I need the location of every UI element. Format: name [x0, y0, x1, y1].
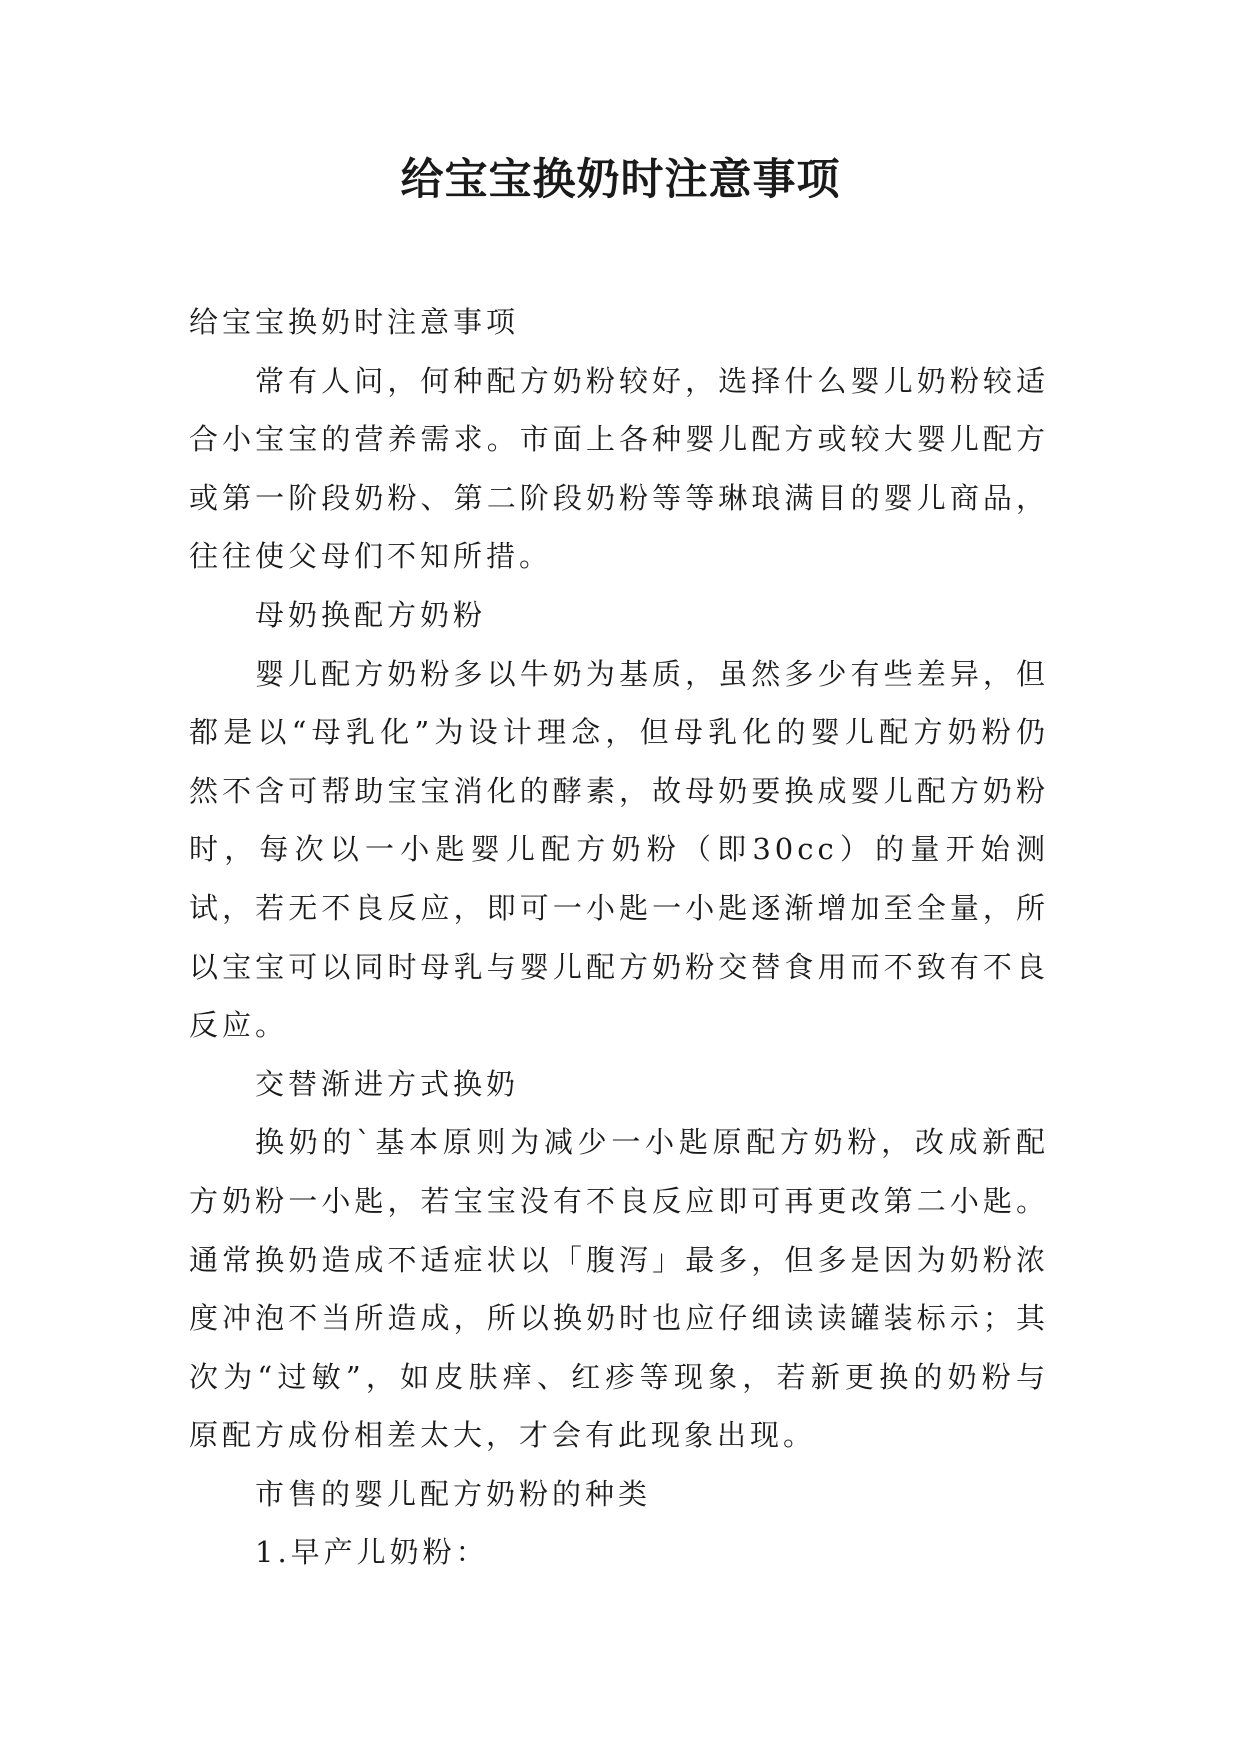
breastmilk-paragraph: 婴儿配方奶粉多以牛奶为基质，虽然多少有些差异，但都是以“母乳化”为设计理念，但母乳化的婴儿配方奶粉仍然不含可帮助宝宝消化的酵素，故母奶要换成婴儿配方奶粉时，每次以一小匙婴儿配方奶粉（即30cc）的量开始测试，若无不良反应，即可一小匙一小匙逐渐增加至全量，所以宝宝可以同时母乳与婴儿配方奶粉交替食用而不致有不良反应。: [189, 656, 1049, 1043]
gradual-paragraph: 换奶的`基本原则为减少一小匙原配方奶粉，改成新配方奶粉一小匙，若宝宝没有不良反应即可再更改第二小匙。通常换奶造成不适症状以「腹泻」最多，但多是因为奶粉浓度冲泡不当所造成，所以换奶时也应仔细读读罐装标示；其次为“过敏”，如皮肤痒、红疹等现象，若新更换的奶粉与原配方成份相差太大，才会有此现象出现。: [189, 1125, 1049, 1453]
section-heading-types: 市售的婴儿配方奶粉的种类: [255, 1476, 652, 1511]
subtitle-paragraph: 给宝宝换奶时注意事项: [189, 305, 520, 339]
section-heading-gradual: 交替渐进方式换奶: [255, 1066, 520, 1101]
list-item-premature: 1.早产儿奶粉：: [255, 1535, 489, 1570]
intro-paragraph: 常有人问，何种配方奶粉较好，选择什么婴儿奶粉较适合小宝宝的营养需求。市面上各种婴儿配方或较大婴儿配方或第一阶段奶粉、第二阶段奶粉等等琳琅满目的婴儿商品，往往使父母们不知所措。: [189, 363, 1049, 574]
document-body: [189, 293, 1049, 1582]
page-title: 给宝宝换奶时注意事项: [400, 155, 841, 205]
section-heading-breastmilk: 母奶换配方奶粉: [255, 597, 487, 632]
